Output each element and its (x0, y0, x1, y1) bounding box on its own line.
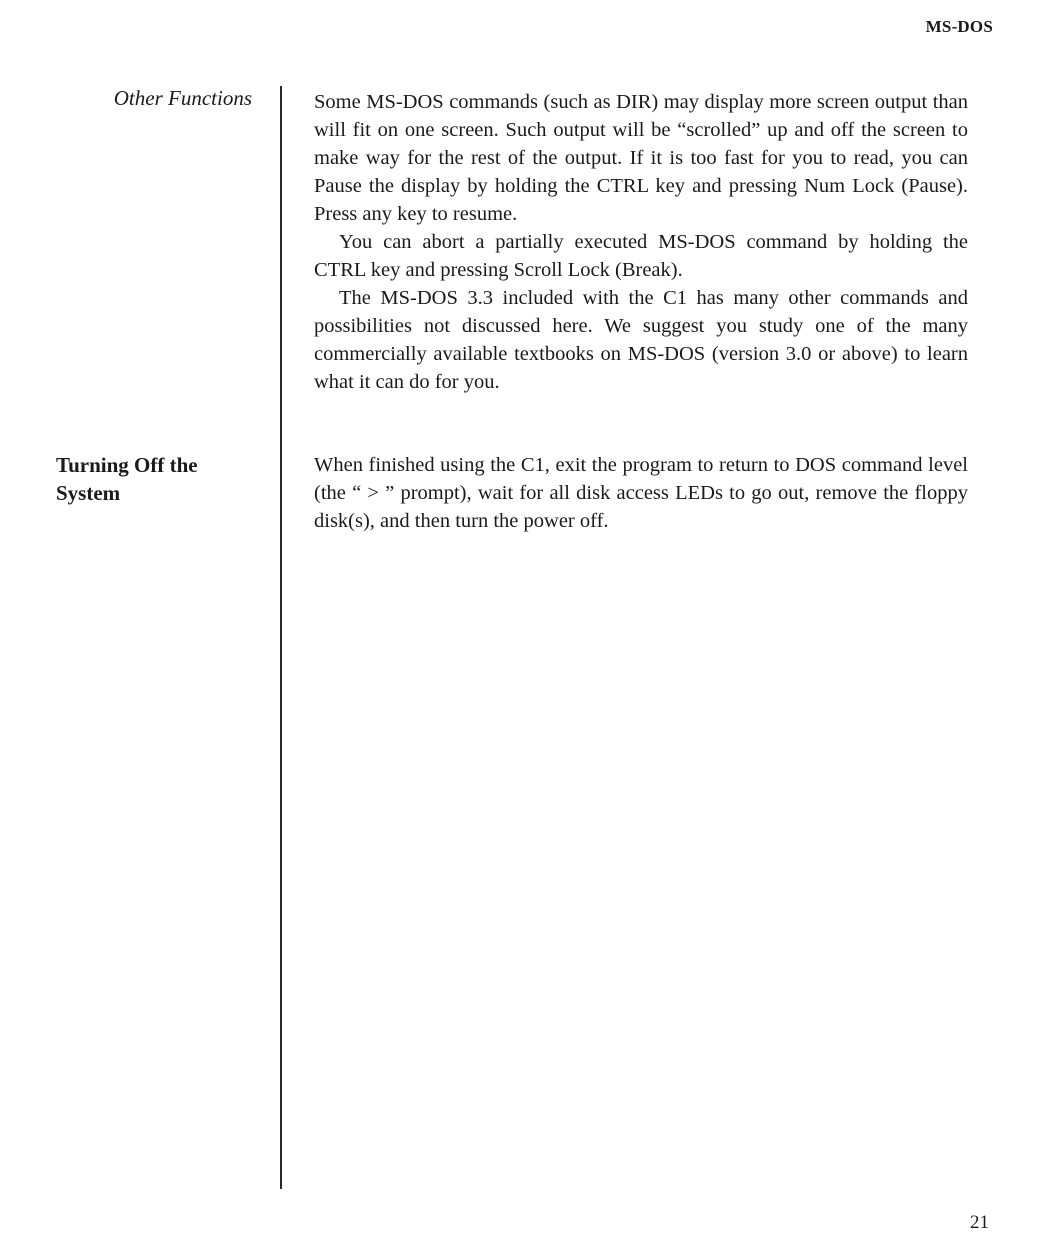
margin-rule (280, 86, 282, 1189)
section-body-other-functions (314, 88, 968, 396)
section-heading-turning-off: Turning Off the System (56, 453, 198, 505)
paragraph: Some MS-DOS commands (such as DIR) may display more screen output than will fit on one screen. Such output will be “scrolled” up and off the screen to make way for the rest of the output. If it is too fast for you to read, you can Pause the display by holding the CTRL key and pressing Num Lock (Pause). Press any key to resume. (314, 91, 968, 225)
paragraph: You can abort a partially executed MS-DOS command by holding the CTRL key and pressing Scroll Lock (Break). (314, 231, 968, 281)
section-body-turning-off (314, 451, 968, 535)
page-number: 21 (970, 1212, 989, 1233)
paragraph: The MS-DOS 3.3 included with the C1 has many other commands and possibilities not discussed here. We suggest you study one of the many commercially available textbooks on MS-DOS (version 3.0 or above) to learn what it can do for you. (314, 287, 968, 393)
paragraph: When finished using the C1, exit the program to return to DOS command level (the “ > ” prompt), wait for all disk access LEDs to go out, remove the floppy disk(s), and then turn the power off. (314, 454, 968, 532)
section-heading-other-functions: Other Functions (113, 86, 252, 110)
running-head: MS-DOS (925, 17, 993, 36)
